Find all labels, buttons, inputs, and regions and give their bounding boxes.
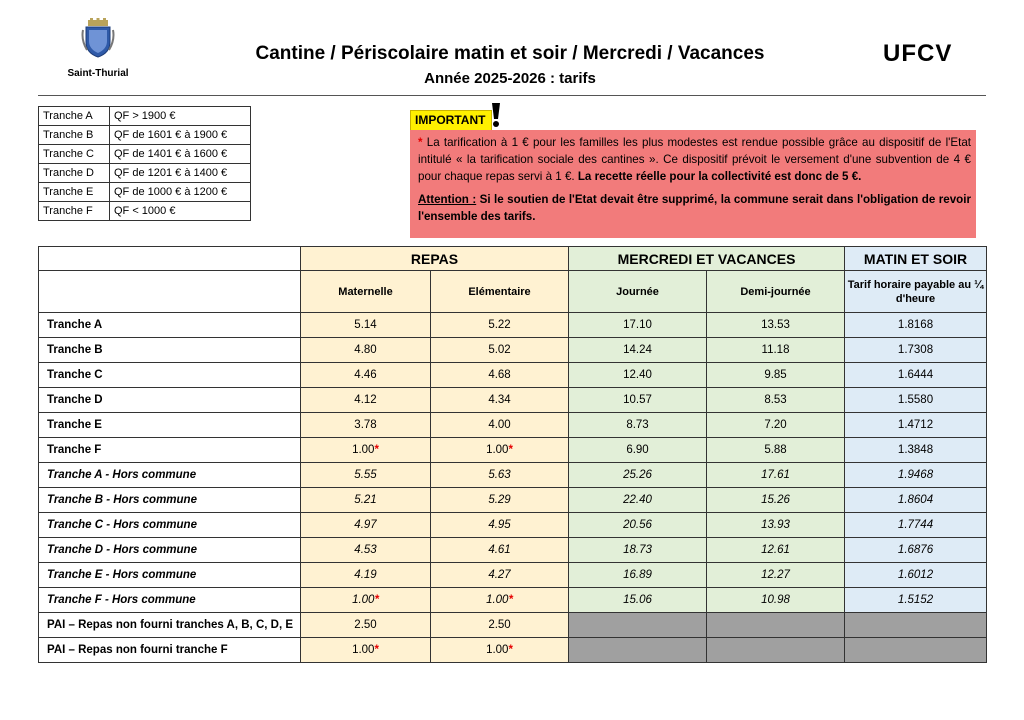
cell-elementaire (431, 338, 569, 363)
cell-maternelle (301, 588, 431, 613)
qf-range: QF > 1900 € (110, 107, 251, 126)
asterisk-icon: * (508, 444, 513, 456)
attention-text: Si le soutien de l'Etat devait être supprimé, la commune serait dans l'obligation de revoir l'ensemble des tarifs. (418, 193, 971, 223)
cell-elementaire (431, 613, 569, 638)
exclamation-icon (489, 102, 503, 128)
cell-tarif-horaire: 1.6876 (845, 538, 987, 563)
label-header-cell (39, 271, 301, 313)
col-maternelle: Maternelle (301, 271, 431, 313)
cell-tarif-horaire: 1.6444 (845, 363, 987, 388)
header-divider (38, 95, 986, 96)
cell-unavailable (845, 638, 987, 663)
important-notice (410, 130, 976, 238)
asterisk-icon: * (374, 444, 379, 456)
cell-maternelle (301, 638, 431, 663)
table-row (39, 638, 987, 663)
notice-text: La tarification à 1 € pour les familles les plus modestes est rendue possible grâce au dispositif de l'Etat intitulé « la tarification sociale des cantines ». Ce dispositif prévoit le versement d'une subvention de 4 € pour chaque repas servi à 1 €. (418, 136, 971, 183)
town-logo (48, 18, 148, 79)
row-label: Tranche E - Hors commune (39, 563, 301, 588)
asterisk-icon: * (374, 594, 379, 606)
qf-row (39, 183, 251, 202)
cell-unavailable (845, 613, 987, 638)
value: 5.63 (488, 469, 511, 481)
col-tarif-horaire: Tarif horaire payable au ¼ d'heure (845, 271, 987, 313)
cell-tarif-horaire: 1.8604 (845, 488, 987, 513)
cell-maternelle (301, 463, 431, 488)
qf-range: QF de 1201 € à 1400 € (110, 164, 251, 183)
row-label: PAI – Repas non fourni tranches A, B, C, D, E (39, 613, 301, 638)
value: 3.78 (354, 419, 377, 431)
cell-demi-journee: 8.53 (707, 388, 845, 413)
value: 4.27 (488, 569, 511, 581)
value: 4.00 (488, 419, 511, 431)
row-label: Tranche C (39, 363, 301, 388)
value: 5.14 (354, 319, 377, 331)
cell-tarif-horaire: 1.7308 (845, 338, 987, 363)
row-label: Tranche B (39, 338, 301, 363)
cell-elementaire (431, 588, 569, 613)
table-row (39, 563, 987, 588)
value: 4.97 (354, 519, 377, 531)
cell-journee: 12.40 (569, 363, 707, 388)
cell-unavailable (569, 613, 707, 638)
qf-range: QF de 1401 € à 1600 € (110, 145, 251, 164)
page-title: Cantine / Périscolaire matin et soir / Mercredi / Vacances (255, 43, 765, 64)
value: 4.53 (354, 544, 377, 556)
cell-journee: 22.40 (569, 488, 707, 513)
cell-journee: 6.90 (569, 438, 707, 463)
table-row (39, 338, 987, 363)
cell-journee: 17.10 (569, 313, 707, 338)
cell-maternelle (301, 388, 431, 413)
value: 4.61 (488, 544, 511, 556)
group-mercredi-vacances: MERCREDI ET VACANCES (569, 247, 845, 271)
asterisk-icon: * (508, 644, 513, 656)
cell-elementaire (431, 538, 569, 563)
value: 5.29 (488, 494, 511, 506)
row-label: Tranche D - Hors commune (39, 538, 301, 563)
value: 4.46 (354, 369, 377, 381)
row-label: Tranche D (39, 388, 301, 413)
cell-demi-journee: 11.18 (707, 338, 845, 363)
qf-tranche: Tranche A (39, 107, 110, 126)
cell-maternelle (301, 313, 431, 338)
cell-maternelle (301, 613, 431, 638)
value: 1.00 (486, 644, 509, 656)
qf-row (39, 126, 251, 145)
qf-row (39, 164, 251, 183)
cell-tarif-horaire: 1.3848 (845, 438, 987, 463)
col-demi-journee: Demi-journée (707, 271, 845, 313)
cell-elementaire (431, 563, 569, 588)
cell-tarif-horaire: 1.6012 (845, 563, 987, 588)
cell-journee: 20.56 (569, 513, 707, 538)
asterisk-icon: * (508, 594, 513, 606)
value: 4.95 (488, 519, 511, 531)
value: 4.80 (354, 344, 377, 356)
value: 1.00 (352, 594, 375, 606)
corner-cell (39, 247, 301, 271)
cell-demi-journee: 9.85 (707, 363, 845, 388)
attention-paragraph (418, 191, 971, 225)
value: 1.00 (352, 444, 375, 456)
row-label: PAI – Repas non fourni tranche F (39, 638, 301, 663)
cell-demi-journee: 12.61 (707, 538, 845, 563)
cell-demi-journee: 7.20 (707, 413, 845, 438)
table-row (39, 388, 987, 413)
notice-paragraph (418, 134, 971, 185)
value: 4.34 (488, 394, 511, 406)
qf-tranche: Tranche F (39, 202, 110, 221)
cell-journee: 14.24 (569, 338, 707, 363)
value: 4.12 (354, 394, 377, 406)
cell-elementaire (431, 463, 569, 488)
qf-range: QF de 1000 € à 1200 € (110, 183, 251, 202)
cell-journee: 25.26 (569, 463, 707, 488)
table-row (39, 613, 987, 638)
qf-tranche: Tranche D (39, 164, 110, 183)
value: 2.50 (354, 619, 377, 631)
cell-journee: 10.57 (569, 388, 707, 413)
important-tag: IMPORTANT (410, 110, 492, 131)
value: 4.19 (354, 569, 377, 581)
cell-elementaire (431, 388, 569, 413)
cell-elementaire (431, 438, 569, 463)
value: 5.22 (488, 319, 511, 331)
qf-table (38, 106, 251, 221)
row-label: Tranche A - Hors commune (39, 463, 301, 488)
table-row (39, 488, 987, 513)
cell-maternelle (301, 488, 431, 513)
table-row (39, 363, 987, 388)
row-label: Tranche F - Hors commune (39, 588, 301, 613)
qf-range: QF de 1601 € à 1900 € (110, 126, 251, 145)
cell-unavailable (569, 638, 707, 663)
cell-elementaire (431, 638, 569, 663)
asterisk-icon: * (418, 136, 423, 149)
value: 1.00 (486, 594, 509, 606)
cell-maternelle (301, 363, 431, 388)
table-row (39, 413, 987, 438)
value: 5.55 (354, 469, 377, 481)
coat-of-arms-icon (81, 18, 115, 58)
table-row (39, 538, 987, 563)
cell-elementaire (431, 363, 569, 388)
cell-demi-journee: 13.93 (707, 513, 845, 538)
table-row (39, 513, 987, 538)
qf-row (39, 145, 251, 164)
cell-elementaire (431, 488, 569, 513)
col-journee: Journée (569, 271, 707, 313)
cell-unavailable (707, 613, 845, 638)
cell-tarif-horaire: 1.9468 (845, 463, 987, 488)
notice-bold: La recette réelle pour la collectivité est donc de 5 €. (577, 170, 862, 183)
cell-demi-journee: 10.98 (707, 588, 845, 613)
cell-maternelle (301, 538, 431, 563)
cell-demi-journee: 5.88 (707, 438, 845, 463)
value: 2.50 (488, 619, 511, 631)
row-label: Tranche C - Hors commune (39, 513, 301, 538)
cell-maternelle (301, 513, 431, 538)
cell-elementaire (431, 413, 569, 438)
qf-tranche: Tranche E (39, 183, 110, 202)
row-label: Tranche F (39, 438, 301, 463)
cell-demi-journee: 12.27 (707, 563, 845, 588)
qf-range: QF < 1000 € (110, 202, 251, 221)
cell-tarif-horaire: 1.7744 (845, 513, 987, 538)
table-row (39, 438, 987, 463)
cell-maternelle (301, 338, 431, 363)
table-row (39, 588, 987, 613)
value: 5.21 (354, 494, 377, 506)
value: 1.00 (352, 644, 375, 656)
cell-tarif-horaire: 1.8168 (845, 313, 987, 338)
page-subtitle: Année 2025-2026 : tarifs (424, 70, 596, 87)
cell-tarif-horaire: 1.5152 (845, 588, 987, 613)
cell-tarif-horaire: 1.5580 (845, 388, 987, 413)
asterisk-icon: * (374, 644, 379, 656)
value: 5.02 (488, 344, 511, 356)
table-row (39, 463, 987, 488)
cell-elementaire (431, 513, 569, 538)
group-matin-soir: MATIN ET SOIR (845, 247, 987, 271)
row-label: Tranche E (39, 413, 301, 438)
cell-journee: 16.89 (569, 563, 707, 588)
cell-journee: 18.73 (569, 538, 707, 563)
tariff-table (38, 246, 987, 663)
cell-journee: 15.06 (569, 588, 707, 613)
cell-unavailable (707, 638, 845, 663)
row-label: Tranche A (39, 313, 301, 338)
cell-demi-journee: 13.53 (707, 313, 845, 338)
cell-elementaire (431, 313, 569, 338)
qf-row (39, 107, 251, 126)
qf-row (39, 202, 251, 221)
town-name: Saint-Thurial (67, 68, 129, 79)
value: 4.68 (488, 369, 511, 381)
cell-demi-journee: 17.61 (707, 463, 845, 488)
group-repas: REPAS (301, 247, 569, 271)
brand-logo: UFCV (883, 40, 953, 67)
cell-maternelle (301, 563, 431, 588)
attention-label: Attention : (418, 193, 477, 206)
row-label: Tranche B - Hors commune (39, 488, 301, 513)
table-row (39, 313, 987, 338)
qf-tranche: Tranche C (39, 145, 110, 164)
value: 1.00 (486, 444, 509, 456)
cell-journee: 8.73 (569, 413, 707, 438)
cell-maternelle (301, 413, 431, 438)
qf-tranche: Tranche B (39, 126, 110, 145)
cell-demi-journee: 15.26 (707, 488, 845, 513)
cell-tarif-horaire: 1.4712 (845, 413, 987, 438)
cell-maternelle (301, 438, 431, 463)
col-elementaire: Elémentaire (431, 271, 569, 313)
